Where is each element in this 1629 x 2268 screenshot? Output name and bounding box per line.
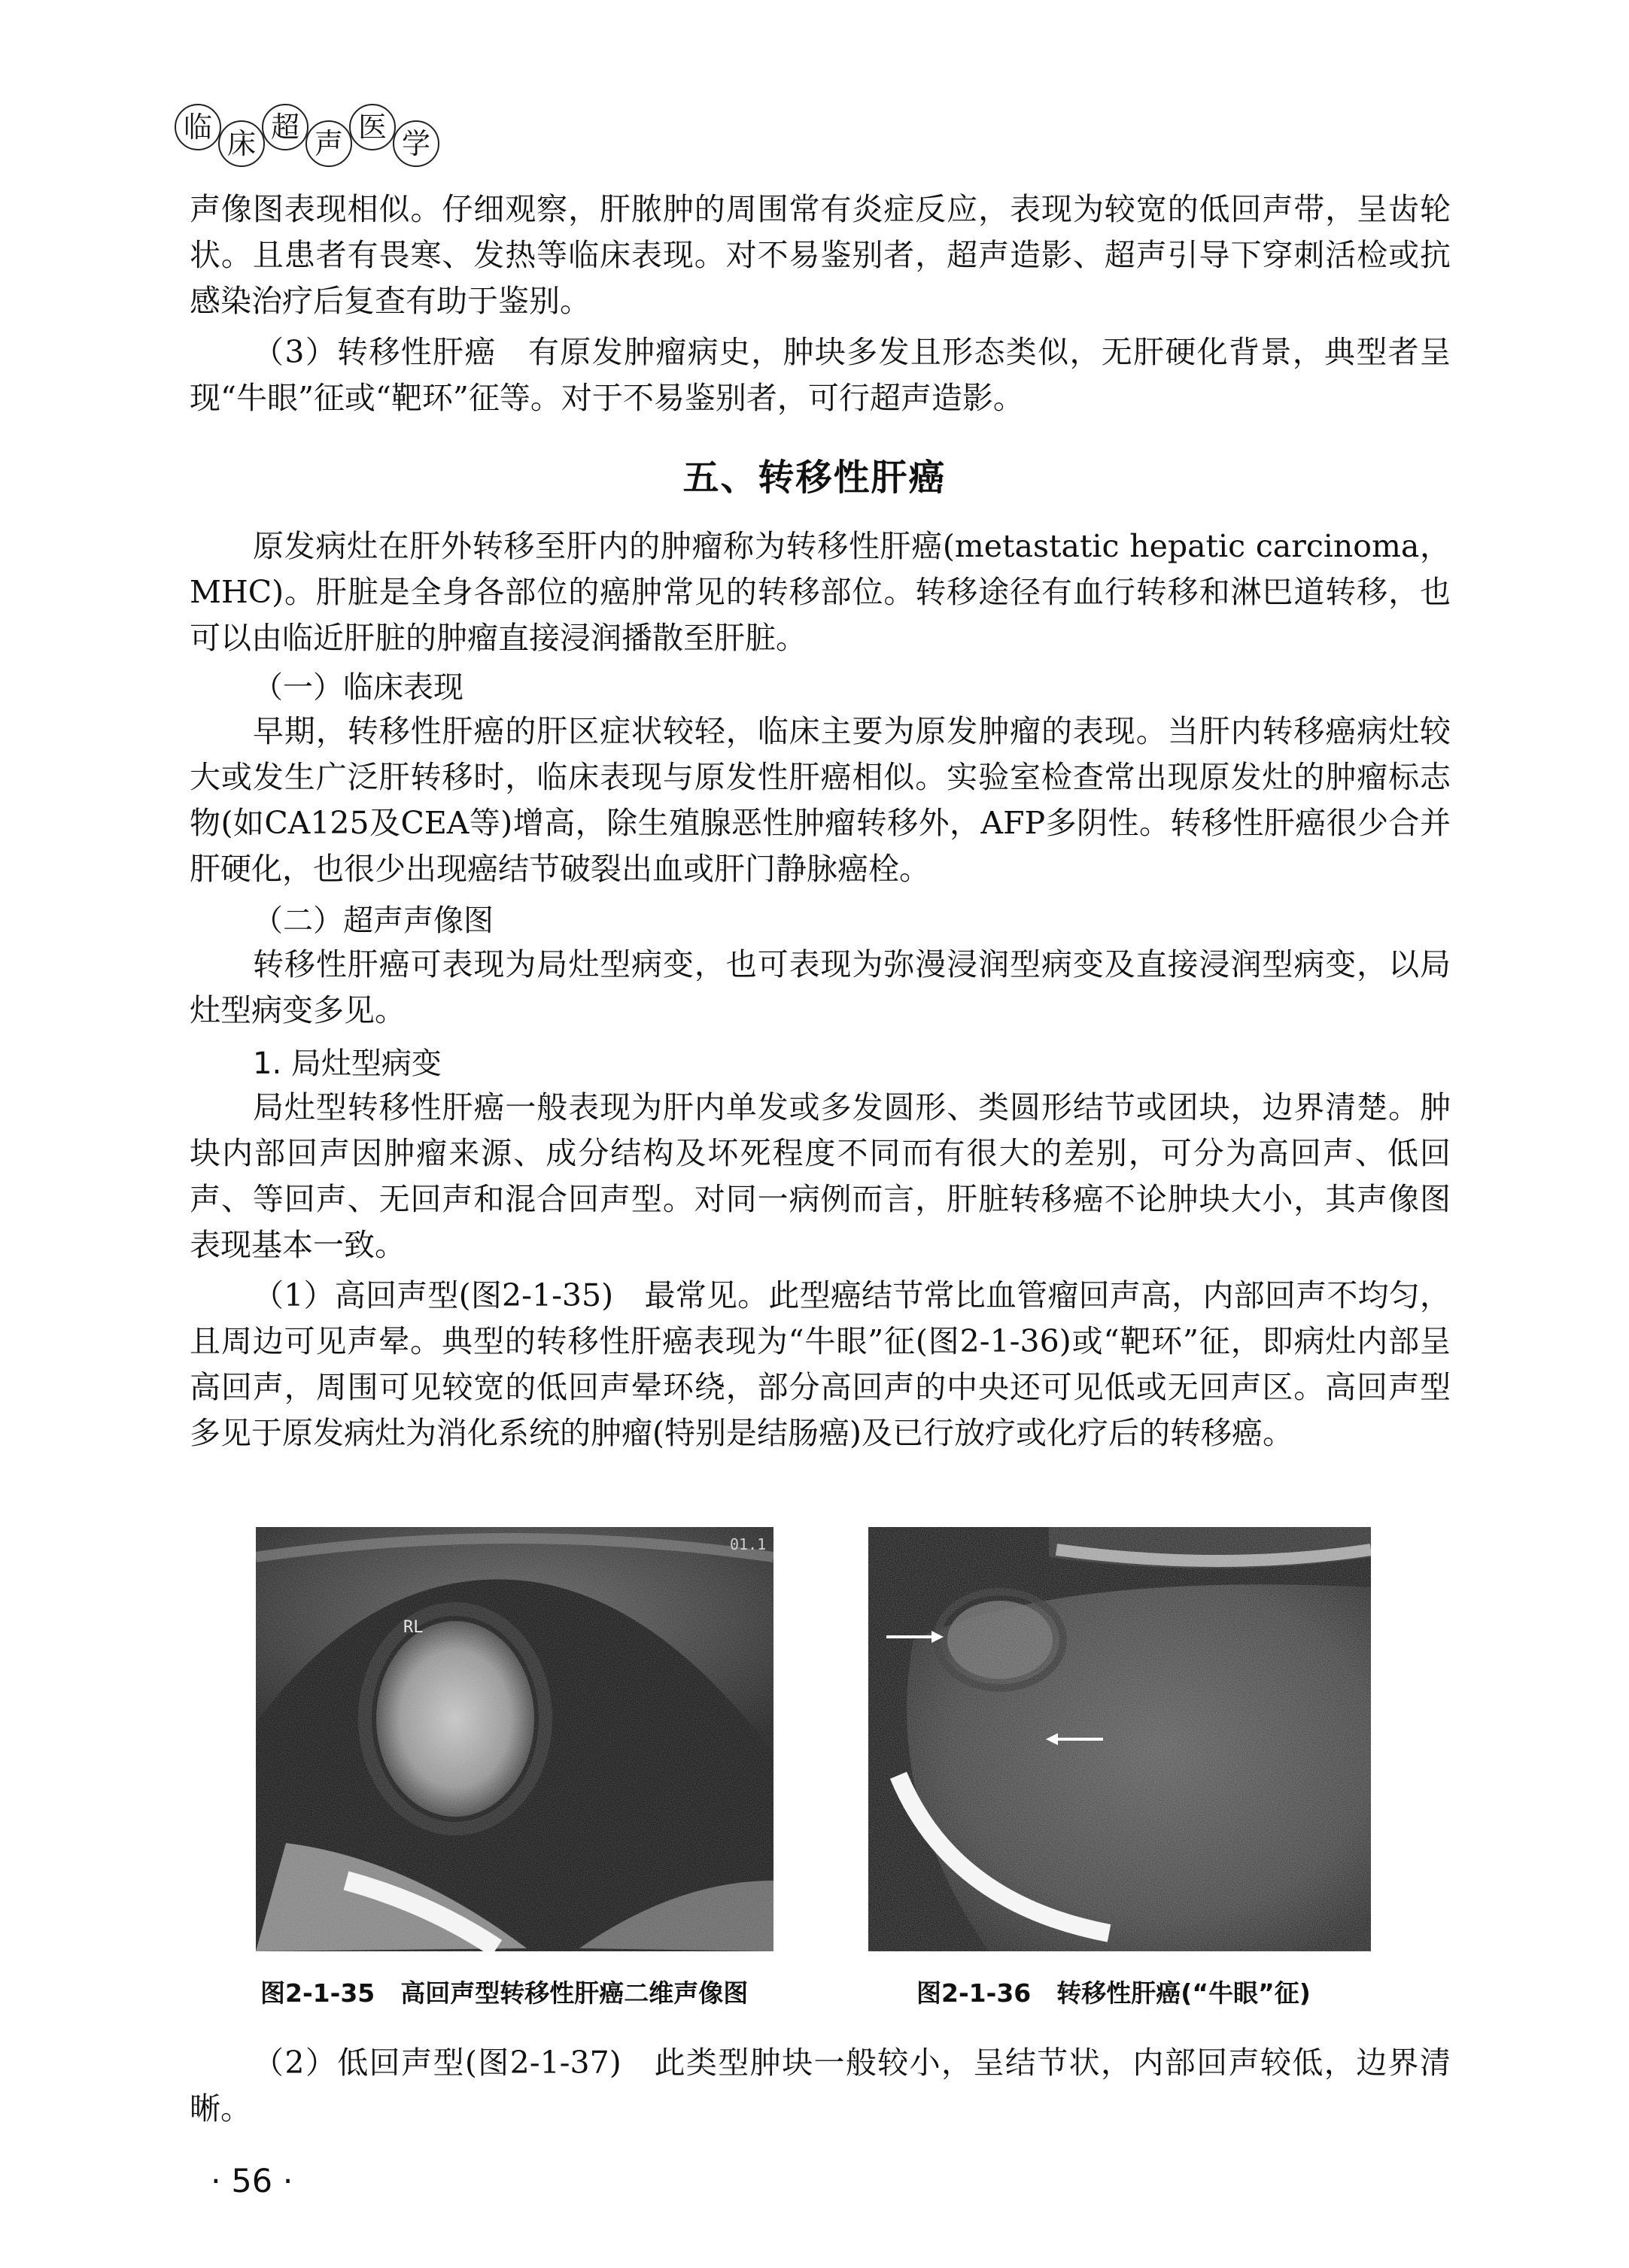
caption-fig-2-1-36 <box>916 1974 1311 2009</box>
section-title: 五、转移性肝癌 <box>682 457 947 499</box>
paragraph-hyperechoic: （1）高回声型(图2-1-35) 最常见。此型癌结节常比血管瘤回声高，内部回声不均匀，且周边可见声晕。典型的转移性肝癌表现为“牛眼”征(图2-1-36)或“靶环”征，即病灶内部呈高回声，周围可见较宽的低回声晕环绕，部分高回声的中央还可见低或无回声区。高回声型多见于原发病灶为消化系统的肿瘤(特别是结肠癌)及已行放疗或化疗后的转移癌。 <box>190 1277 1451 1451</box>
caption-text: 转移性肝癌(“牛眼”征) <box>1056 1978 1311 2008</box>
running-header <box>175 104 436 164</box>
fig1-corner-text: 01.1 <box>730 1535 767 1553</box>
caption-text: 高回声型转移性肝癌二维声像图 <box>400 1978 749 2008</box>
paragraph-focal: 局灶型转移性肝癌一般表现为肝内单发或多发圆形、类圆形结节或团块，边界清楚。肿块内部回声因肿瘤来源、成分结构及坏死程度不同而有很大的差别，可分为高回声、低回声、等回声、无回声和混合回声型。对同一病例而言，肝脏转移癌不论肿块大小，其声像图表现基本一致。 <box>190 1089 1451 1263</box>
header-char: 超 <box>262 104 308 150</box>
subheading-clinical: （一）临床表现 <box>253 670 463 705</box>
fig1-label-rl: RL <box>403 1618 424 1637</box>
ultrasound-image-fig-2-1-36 <box>868 1527 1371 1951</box>
subheading-focal: 1. 局灶型病变 <box>253 1046 442 1081</box>
caption-number: 图2-1-35 <box>260 1978 375 2008</box>
header-char: 声 <box>305 120 352 167</box>
header-char: 学 <box>393 120 439 167</box>
page-number: · 56 · <box>211 2163 293 2200</box>
header-char: 床 <box>218 120 265 167</box>
paragraph-definition: 原发病灶在肝外转移至肝内的肿瘤称为转移性肝癌(metastatic hepatic carcinoma，MHC)。肝脏是全身各部位的癌肿常见的转移部位。转移途径有血行转移和淋巴道转移，也可以由临近肝脏的肿瘤直接浸润播散至肝脏。 <box>190 528 1451 656</box>
subheading-ultrasound: （二）超声声像图 <box>253 903 494 938</box>
header-char: 医 <box>349 104 396 150</box>
header-char: 临 <box>175 104 221 150</box>
paragraph-clinical: 早期，转移性肝癌的肝区症状较轻，临床主要为原发肿瘤的表现。当肝内转移癌病灶较大或发生广泛肝转移时，临床表现与原发性肝癌相似。实验室检查常出现原发灶的肿瘤标志物(如CA125及CEA等)增高，除生殖腺恶性肿瘤转移外，AFP多阴性。转移性肝癌很少合并肝硬化，也很少出现癌结节破裂出血或肝门静脉癌栓。 <box>190 713 1451 887</box>
ultrasound-image-fig-2-1-35 <box>256 1527 773 1951</box>
paragraph-hypoechoic: （2）低回声型(图2-1-37) 此类型肿块一般较小，呈结节状，内部回声较低，边界清晰。 <box>190 2045 1451 2127</box>
paragraph-metastatic-diff: （3）转移性肝癌 有原发肿瘤病史，肿块多发且形态类似，无肝硬化背景，典型者呈现“牛眼”征或“靶环”征等。对于不易鉴别者，可行超声造影。 <box>190 334 1451 416</box>
paragraph-ultrasound: 转移性肝癌可表现为局灶型病变，也可表现为弥漫浸润型病变及直接浸润型病变，以局灶型病变多见。 <box>190 946 1451 1028</box>
caption-fig-2-1-35 <box>260 1974 748 2009</box>
caption-number: 图2-1-36 <box>916 1978 1032 2008</box>
paragraph-abscess-diff: 声像图表现相似。仔细观察，肝脓肿的周围常有炎症反应，表现为较宽的低回声带，呈齿轮状。且患者有畏寒、发热等临床表现。对不易鉴别者，超声造影、超声引导下穿刺活检或抗感染治疗后复查有助于鉴别。 <box>190 191 1451 319</box>
